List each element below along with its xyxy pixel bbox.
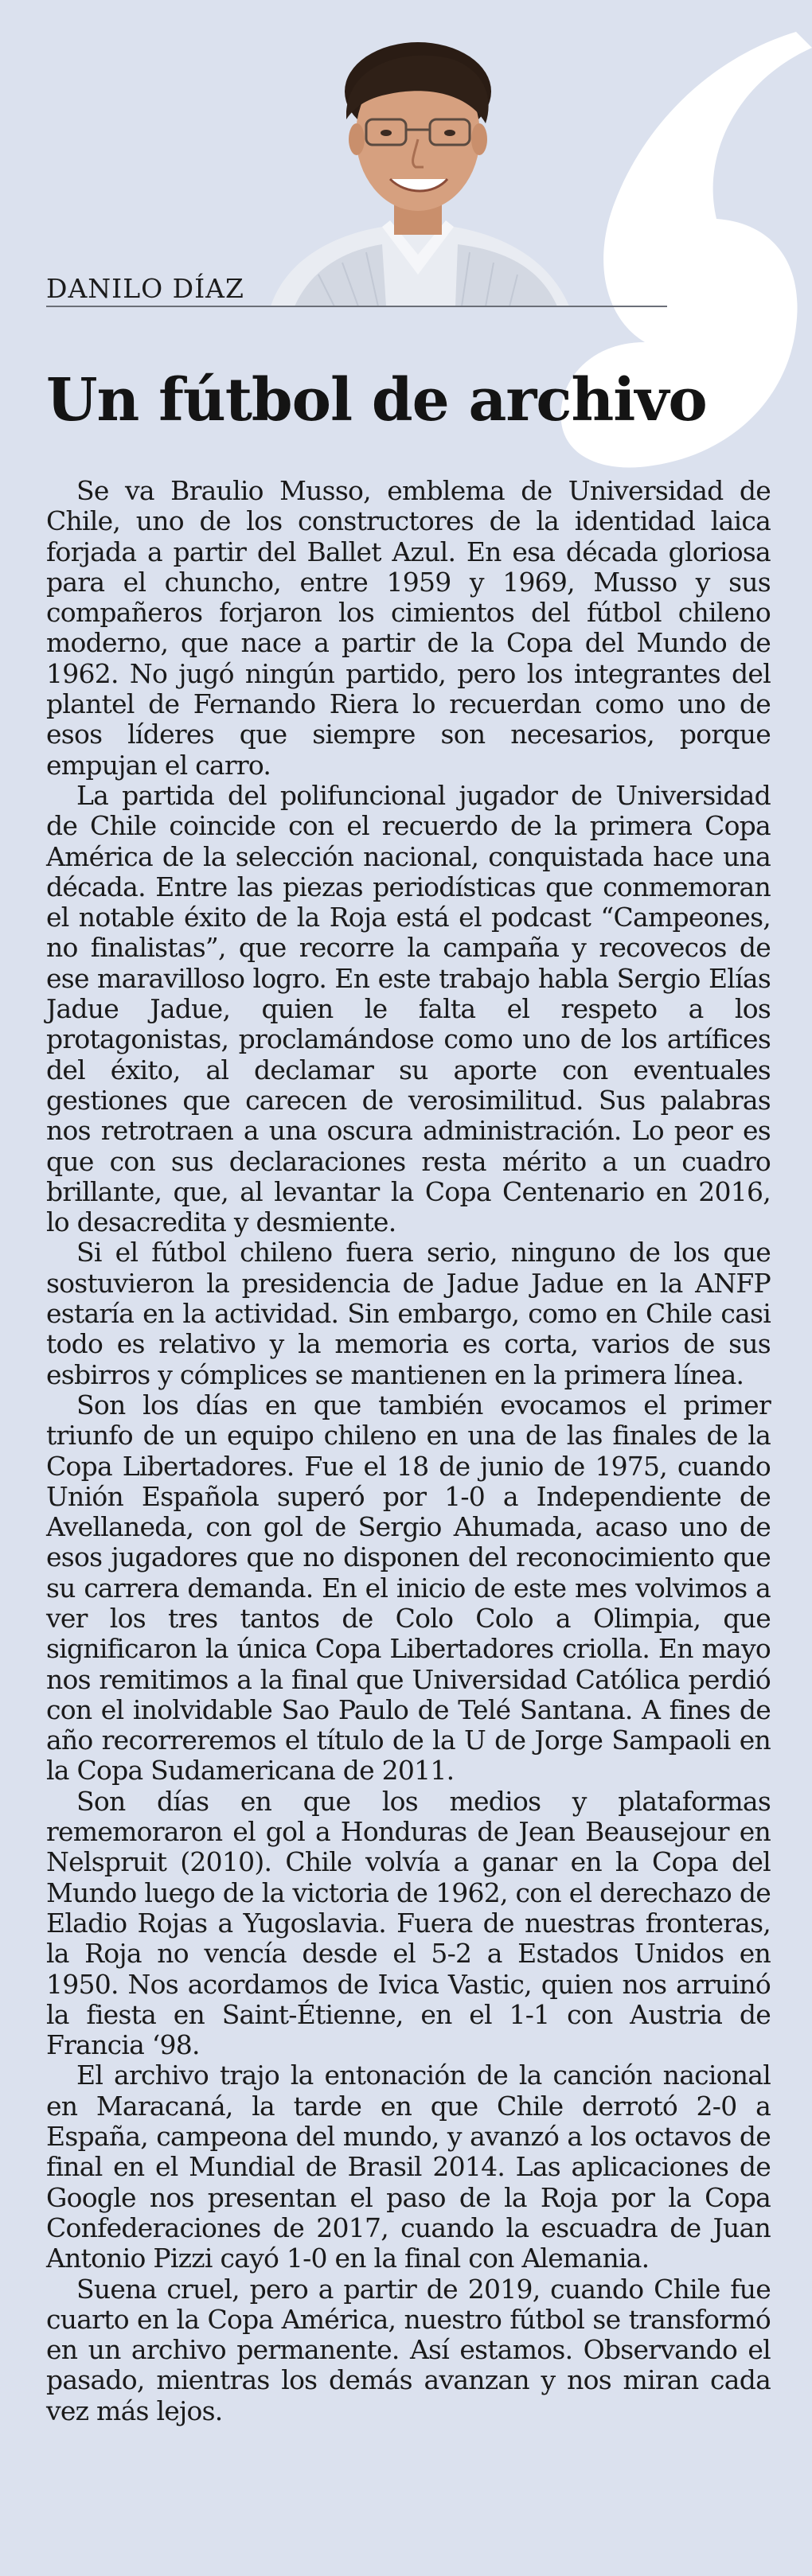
byline-divider	[46, 306, 667, 307]
author-photo	[247, 36, 581, 306]
article-paragraph: Son días en que los medios y plataformas rememoraron el gol a Honduras de Jean Beausejour en Nelspruit (2010). Chile volvía a ganar en la Copa del Mundo luego de la victoria de 1962, con el derechazo de Eladio Rojas a Yugoslavia. Fuera de nuestras fronteras, la Roja no vencía desde el 5-2 a Estados Unidos en 1950. Nos acordamos de Ivica Vastic, quien nos arruinó la fiesta en Saint-Étienne, en el 1-1 con Austria de Francia ‘98.	[46, 1785, 771, 2061]
article-paragraph: El archivo trajo la entonación de la canción nacional en Maracaná, la tarde en que Chile derrotó 2-0 a España, campeona del mundo, y avanzó a los octavos de final en el Mundial de Brasil 2014. Las aplicaciones de Google nos presentan el paso de la Roja por la Copa Confederaciones de 2017, cuando la escuadra de Juan Antonio Pizzi cayó 1-0 en la final con Alemania.	[46, 2060, 771, 2274]
article-headline: Un fútbol de archivo	[46, 366, 707, 435]
article-paragraph: La partida del polifuncional jugador de Universidad de Chile coincide con el recuerdo de la primera Copa América de la selección nacional, conquistada hace una década. Entre las piezas periodísticas que conmemoran el notable éxito de la Roja está el podcast “Campeones, no finalistas”, que recorre la campaña y recovecos de ese maravilloso logro. En este trabajo habla Sergio Elías Jadue Jadue, quien le falta el respeto a los protagonistas, proclamándose como uno de los artífices del éxito, al declamar su aporte con eventuales gestiones que carecen de verosimilitud. Sus palabras nos retrotraen a una oscura administración. Lo peor es que con sus declaraciones resta mérito a un cuadro brillante, que, al levantar la Copa Centenario en 2016, lo desacredita y desmiente.	[46, 779, 771, 1238]
article-paragraph: Si el fútbol chileno fuera serio, ninguno de los que sostuvieron la presidencia de Jadue Jadue en la ANFP estaría en la actividad. Sin embargo, como en Chile casi todo es relativo y la memoria es corta, varios de sus esbirros y cómplices se mantienen en la primera línea.	[46, 1237, 771, 1390]
article-paragraph: Suena cruel, pero a partir de 2019, cuando Chile fue cuarto en la Copa América, nuestro fútbol se transformó en un archivo permanente. Así estamos. Observando el pasado, mientras los demás avanzan y nos miran cada vez más lejos.	[46, 2273, 771, 2426]
article-body	[46, 476, 771, 2426]
article-paragraph: Son los días en que también evocamos el primer triunfo de un equipo chileno en una de las finales de la Copa Libertadores. Fue el 18 de junio de 1975, cuando Unión Española superó por 1-0 a Independiente de Avellaneda, con gol de Sergio Ahumada, acaso uno de esos jugadores que no disponen del reconocimiento que su carrera demanda. En el inicio de este mes volvimos a ver los tres tantos de Colo Colo a Olimpia, que significaron la única Copa Libertadores criolla. En mayo nos remitimos a la final que Universidad Católica perdió con el inolvidable Sao Paulo de Telé Santana. A fines de año recorreremos el título de la U de Jorge Sampaoli en la Copa Sudamericana de 2011.	[46, 1389, 771, 1787]
article-paragraph: Se va Braulio Musso, emblema de Universidad de Chile, uno de los constructores de la identidad laica forjada a partir del Ballet Azul. En esa década gloriosa para el chuncho, entre 1959 y 1969, Musso y sus compañeros forjaron los cimientos del fútbol chileno moderno, que nace a partir de la Copa del Mundo de 1962. No jugó ningún partido, pero los integrantes del plantel de Fernando Riera lo recuerdan como uno de esos líderes que siempre son necesarios, porque empujan el carro.	[46, 475, 771, 781]
author-byline: DANILO DÍAZ	[46, 273, 244, 304]
